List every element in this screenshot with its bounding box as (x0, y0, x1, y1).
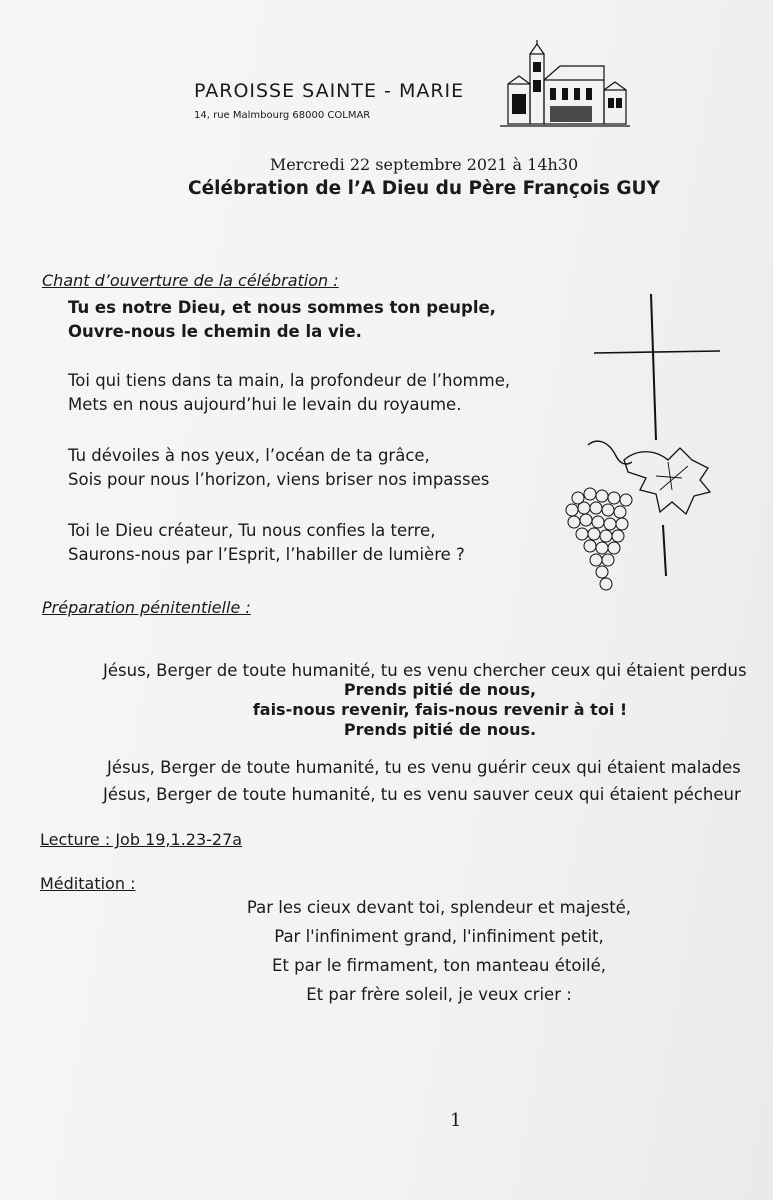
cross-and-grapes-illustration (560, 290, 730, 600)
refrain-line: Ouvre-nous le chemin de la vie. (68, 322, 362, 341)
verse-line: Tu dévoiles à nos yeux, l’océan de ta grâce, (68, 446, 430, 465)
parish-address: 14, rue Malmbourg 68000 COLMAR (194, 110, 371, 121)
response-line: Prends pitié de nous. (343, 720, 537, 739)
invocation-line: Jésus, Berger de toute humanité, tu es venu sauver ceux qui étaient pécheur (103, 785, 741, 804)
verse-line: Toi qui tiens dans ta main, la profondeur de l’homme, (68, 371, 511, 390)
church-illustration (500, 40, 630, 132)
chant-verse (68, 444, 489, 492)
section-heading-meditation: Méditation : (40, 874, 136, 893)
section-heading-reading: Lecture : Job 19,1.23-27a (40, 830, 243, 849)
response-line: Prends pitié de nous, (343, 680, 537, 699)
refrain-line: Tu es notre Dieu, et nous sommes ton peuple, (68, 298, 496, 317)
invocation-line: Jésus, Berger de toute humanité, tu es venu chercher ceux qui étaient perdus (103, 661, 747, 680)
chant-verse (68, 519, 465, 567)
chant-refrain (68, 296, 496, 344)
invocation-line: Jésus, Berger de toute humanité, tu es venu guérir ceux qui étaient malades (107, 758, 741, 777)
chant-verse (68, 369, 510, 417)
verse-line: Sois pour nous l’horizon, viens briser nos impasses (68, 470, 490, 489)
page-title: Célébration de l’A Dieu du Père François GUY (188, 178, 660, 199)
verse-line: Mets en nous aujourd’hui le levain du royaume. (68, 395, 462, 414)
section-heading-penitential: Préparation pénitentielle : (42, 598, 251, 617)
event-date: Mercredi 22 septembre 2021 à 14h30 (269, 155, 579, 174)
response-line: fais-nous revenir, fais-nous revenir à toi ! (252, 700, 628, 719)
meditation-line: Et par le firmament, ton manteau étoilé, (271, 956, 607, 975)
penitential-response (0, 680, 773, 740)
meditation-text (0, 893, 773, 1009)
section-heading-opening-chant: Chant d’ouverture de la célébration : (42, 271, 339, 290)
parish-name: PAROISSE SAINTE - MARIE (194, 80, 465, 102)
page-number: 1 (450, 1110, 462, 1131)
meditation-line: Par les cieux devant toi, splendeur et majesté, (246, 898, 632, 917)
verse-line: Toi le Dieu créateur, Tu nous confies la terre, (68, 521, 436, 540)
meditation-line: Et par frère soleil, je veux crier : (306, 985, 572, 1004)
meditation-line: Par l'infiniment grand, l'infiniment petit, (274, 927, 604, 946)
verse-line: Saurons-nous par l’Esprit, l’habiller de lumière ? (68, 545, 465, 564)
